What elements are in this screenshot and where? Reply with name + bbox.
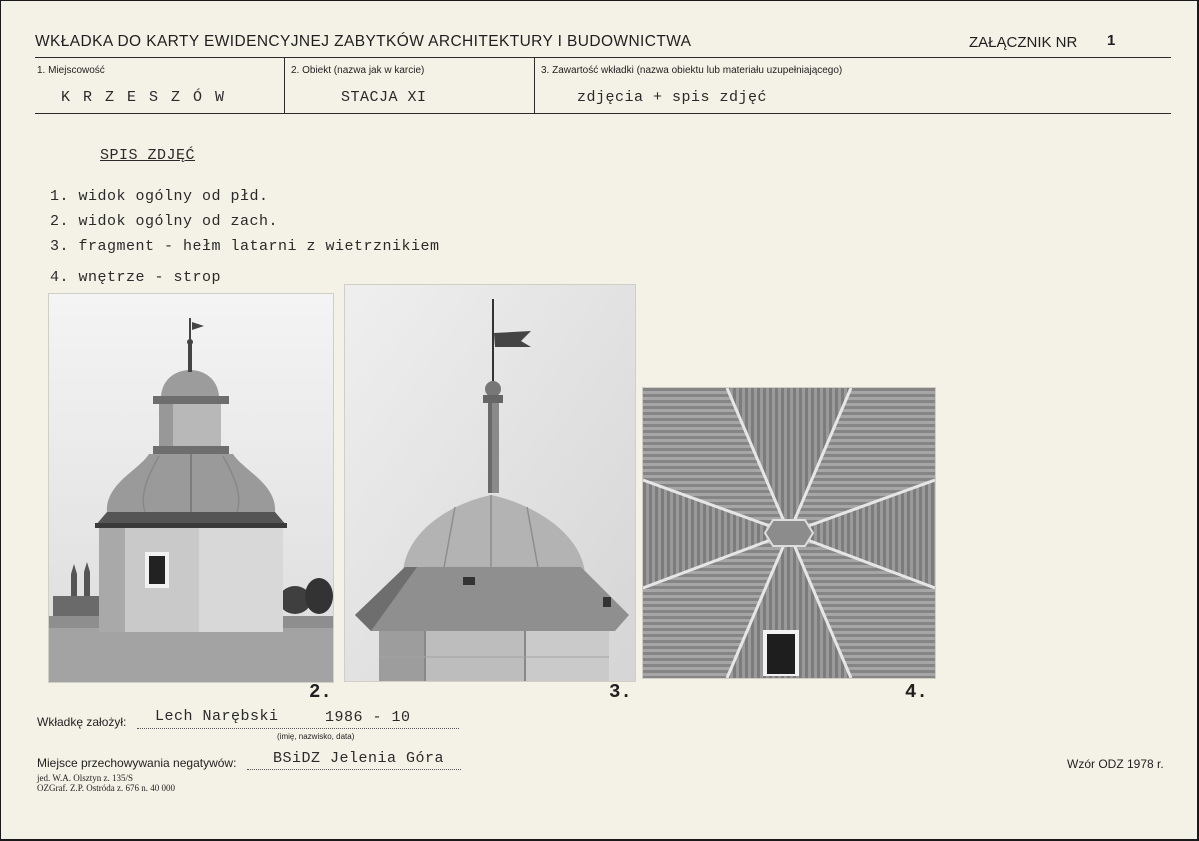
- photo-list-item: 2. widok ogólny od zach.: [50, 213, 279, 230]
- fields-rule: [35, 113, 1171, 114]
- field-divider-2: [534, 57, 535, 113]
- contents-label: 3. Zawartość wkładki (nazwa obiektu lub materiału uzupełniającego): [541, 65, 843, 76]
- photo-number: 4.: [905, 681, 928, 703]
- author-label: Wkładkę założył:: [37, 715, 127, 729]
- photo-general-view: [49, 294, 333, 682]
- print-line-2: OZGraf. Z.P. Ostróda z. 676 n. 40 000: [37, 783, 175, 793]
- storage-dotted-line: [247, 769, 461, 770]
- field-divider-1: [284, 57, 285, 113]
- photo-list-heading: SPIS ZDJĘĆ: [100, 147, 196, 164]
- interior-ceiling-image: [643, 388, 935, 678]
- author-date: 1986 - 10: [325, 709, 411, 726]
- header-rule: [35, 57, 1171, 58]
- photo-lantern-helmet: [345, 285, 635, 681]
- storage-value: BSiDZ Jelenia Góra: [273, 750, 445, 767]
- object-value: STACJA XI: [341, 89, 427, 106]
- tower-general-view-image: [49, 294, 333, 682]
- print-line-1: jed. W.A. Olsztyn z. 135/S: [37, 773, 133, 783]
- author-dotted-line: [137, 728, 459, 729]
- photo-number: 3.: [609, 681, 632, 703]
- record-card: [1, 1, 1197, 839]
- object-label: 2. Obiekt (nazwa jak w karcie): [291, 65, 425, 76]
- photo-list-item: 1. widok ogólny od płd.: [50, 188, 269, 205]
- locality-value: K R Z E S Z Ó W: [61, 89, 227, 106]
- annex-number: 1: [1107, 32, 1116, 49]
- storage-label: Miejsce przechowywania negatywów:: [37, 756, 237, 770]
- photo-list-item: 3. fragment - hełm latarni z wietrznikiem: [50, 238, 440, 255]
- form-model: Wzór ODZ 1978 r.: [1067, 757, 1164, 771]
- photo-interior-ceiling: [643, 388, 935, 678]
- locality-label: 1. Miejscowość: [37, 65, 105, 76]
- author-hint: (imię, nazwisko, data): [277, 732, 355, 741]
- contents-value: zdjęcia + spis zdjęć: [577, 89, 768, 106]
- photo-list-item: 4. wnętrze - strop: [50, 269, 222, 286]
- photo-number: 2.: [309, 681, 332, 703]
- card-title: WKŁADKA DO KARTY EWIDENCYJNEJ ZABYTKÓW ARCHITEKTURY I BUDOWNICTWA: [35, 33, 692, 50]
- annex-label: ZAŁĄCZNIK NR: [969, 34, 1078, 51]
- lantern-helmet-image: [345, 285, 635, 681]
- author-value: Lech Narębski: [155, 708, 279, 725]
